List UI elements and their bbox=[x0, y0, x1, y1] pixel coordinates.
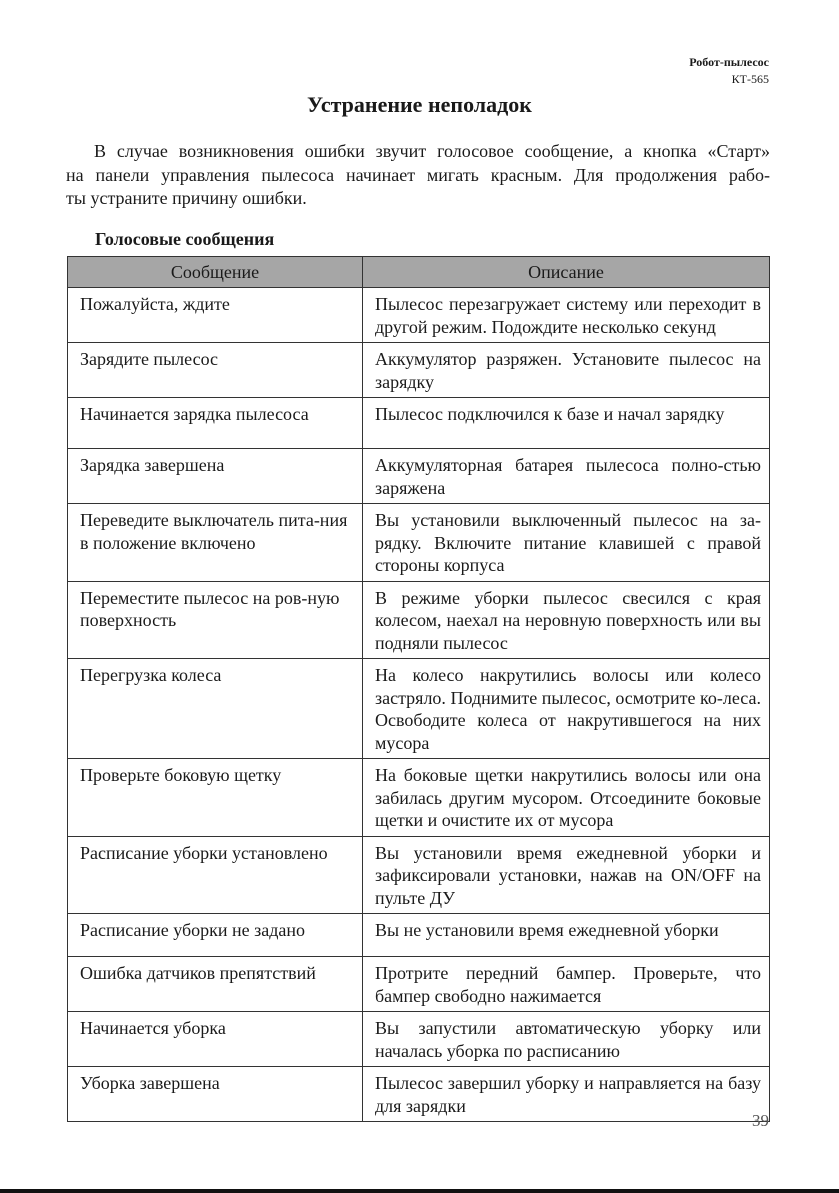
intro-paragraph bbox=[66, 140, 770, 211]
description-cell: Вы не установили время ежедневной уборки bbox=[363, 914, 770, 957]
intro-line: ты устраните причину ошибки. bbox=[66, 188, 307, 208]
description-cell: На боковые щетки накрутились волосы или она забилась другим мусором. Отсоедините боковые щетки и очистите их от мусора bbox=[363, 759, 770, 837]
description-cell: Вы установили выключенный пылесос на за-рядку. Включите питание клавишей с правой стороны корпуса bbox=[363, 504, 770, 582]
table-row bbox=[68, 1012, 770, 1067]
description-cell: Пылесос перезагружает систему или переходит в другой режим. Подождите несколько секунд bbox=[363, 288, 770, 343]
running-header bbox=[689, 54, 769, 88]
table-row bbox=[68, 581, 770, 659]
message-cell: Ошибка датчиков препятствий bbox=[68, 957, 363, 1012]
description-cell: На колесо накрутились волосы или колесо застряло. Поднимите пылесос, осмотрите ко-леса. Освободите колеса от накрутившегося на них мусора bbox=[363, 659, 770, 759]
message-cell: Начинается уборка bbox=[68, 1012, 363, 1067]
description-cell: Аккумуляторная батарея пылесоса полно-стью заряжена bbox=[363, 449, 770, 504]
description-cell: Пылесос подключился к базе и начал зарядку bbox=[363, 398, 770, 449]
column-header-description: Описание bbox=[363, 257, 770, 288]
table-header-row bbox=[68, 257, 770, 288]
section-title: Голосовые сообщения bbox=[95, 229, 275, 249]
intro-line: В случае возникновения ошибки звучит голосовое сообщение, а кнопка «Старт» bbox=[94, 141, 770, 161]
description-cell: Вы запустили автоматическую уборку или началась уборка по расписанию bbox=[363, 1012, 770, 1067]
table-row bbox=[68, 1067, 770, 1122]
message-cell: Зарядка завершена bbox=[68, 449, 363, 504]
bottom-edge-bar bbox=[0, 1189, 839, 1193]
page-number: 39 bbox=[752, 1111, 769, 1130]
description-cell: Протрите передний бампер. Проверьте, что бампер свободно нажимается bbox=[363, 957, 770, 1012]
intro-line: на панели управления пылесоса начинает мигать красным. Для продолжения рабо- bbox=[66, 164, 770, 185]
table-row bbox=[68, 449, 770, 504]
header-model: КТ-565 bbox=[731, 72, 769, 86]
table-row bbox=[68, 288, 770, 343]
table-row bbox=[68, 836, 770, 914]
table-row bbox=[68, 398, 770, 449]
message-cell: Уборка завершена bbox=[68, 1067, 363, 1122]
page-title: Устранение неполадок bbox=[307, 92, 532, 117]
description-cell: Вы установили время ежедневной уборки и зафиксировали установки, нажав на ON/OFF на пульте ДУ bbox=[363, 836, 770, 914]
message-cell: Проверьте боковую щетку bbox=[68, 759, 363, 837]
voice-messages-table bbox=[67, 256, 770, 1122]
message-cell: Расписание уборки установлено bbox=[68, 836, 363, 914]
message-cell: Пожалуйста, ждите bbox=[68, 288, 363, 343]
message-cell: Переведите выключатель пита-ния в положение включено bbox=[68, 504, 363, 582]
table-row bbox=[68, 957, 770, 1012]
table-row bbox=[68, 759, 770, 837]
message-cell: Переместите пылесос на ров-ную поверхность bbox=[68, 581, 363, 659]
table-row bbox=[68, 914, 770, 957]
message-cell: Расписание уборки не задано bbox=[68, 914, 363, 957]
table-row bbox=[68, 343, 770, 398]
description-cell: В режиме уборки пылесос свесился с края колесом, наехал на неровную поверхность или вы подняли пылесос bbox=[363, 581, 770, 659]
table-row bbox=[68, 504, 770, 582]
message-cell: Перегрузка колеса bbox=[68, 659, 363, 759]
message-cell: Зарядите пылесос bbox=[68, 343, 363, 398]
description-cell: Пылесос завершил уборку и направляется на базу для зарядки bbox=[363, 1067, 770, 1122]
column-header-message: Сообщение bbox=[68, 257, 363, 288]
table-row bbox=[68, 659, 770, 759]
message-cell: Начинается зарядка пылесоса bbox=[68, 398, 363, 449]
header-product: Робот-пылесос bbox=[689, 55, 769, 69]
description-cell: Аккумулятор разряжен. Установите пылесос на зарядку bbox=[363, 343, 770, 398]
